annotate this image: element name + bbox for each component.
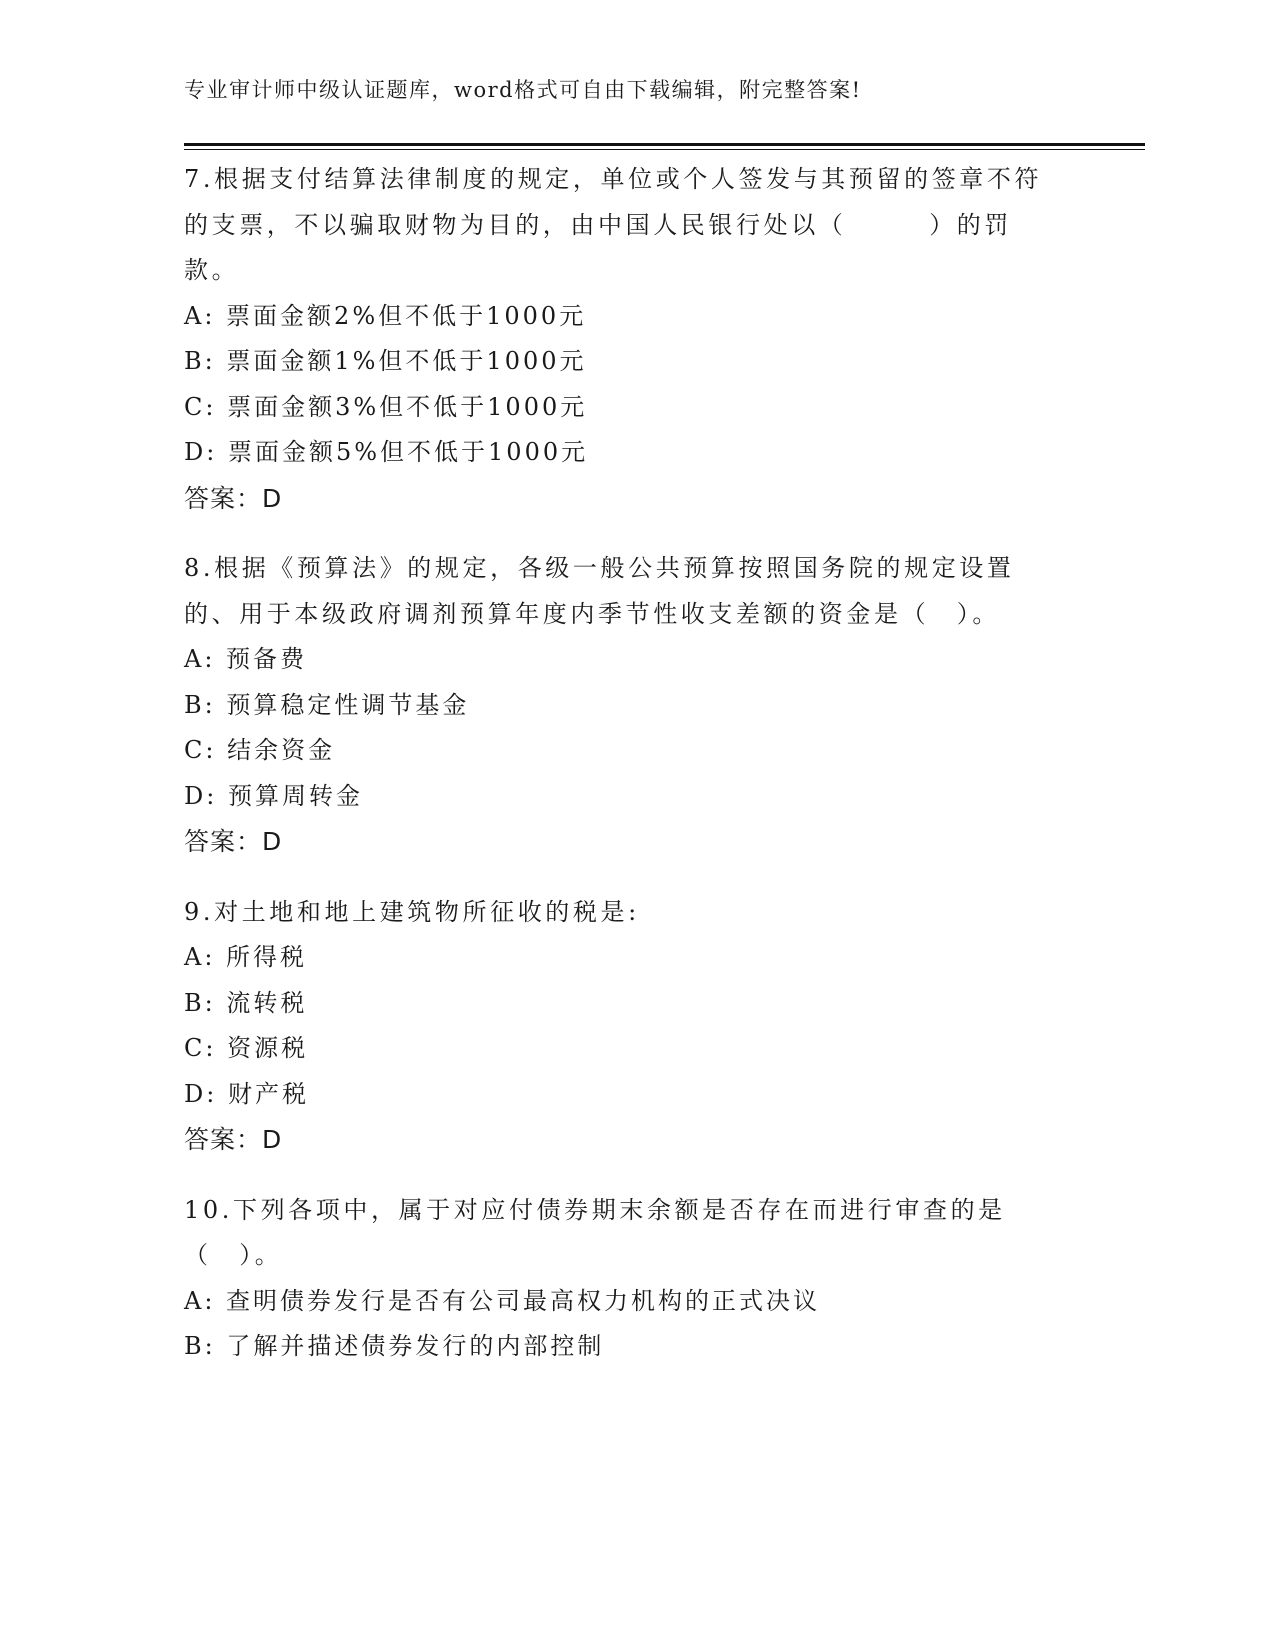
- option-a: A: 查明债券发行是否有公司最高权力机构的正式决议: [184, 1286, 821, 1315]
- option-a: A: 票面金额2%但不低于1000元: [184, 301, 587, 330]
- header-rule-thin: [184, 149, 1145, 150]
- question-stem: 9.对土地和地上建筑物所征收的税是:: [184, 897, 640, 926]
- option-b: B: 预算稳定性调节基金: [184, 690, 470, 719]
- answer: 答案：D: [184, 827, 283, 856]
- option-c: C: 结余资金: [184, 736, 336, 764]
- answer: 答案：D: [184, 483, 283, 513]
- option-b: B: 流转税: [184, 988, 308, 1017]
- option-c: C: 票面金额3%但不低于1000元: [184, 392, 588, 421]
- question-stem: 10.下列各项中，属于对应付债券期末余额是否存在而进行审查的是（ ）。: [184, 1195, 1006, 1269]
- question-stem: 7.根据支付结算法律制度的规定，单位或个人签发与其预留的签章不符的支票，不以骗取财物为目的，由中国人民银行处以（ ）的罚款。: [184, 165, 1043, 284]
- question-7: [184, 157, 1064, 521]
- option-a: A: 预备费: [184, 645, 308, 673]
- question-9: [184, 890, 1064, 1163]
- page-header: 专业审计师中级认证题库，word格式可自由下载编辑，附完整答案!: [184, 78, 862, 102]
- question-list: [184, 157, 1064, 1395]
- question-8: [184, 546, 1064, 865]
- option-b: B: 票面金额1%但不低于1000元: [184, 347, 587, 375]
- option-b: B: 了解并描述债券发行的内部控制: [184, 1332, 605, 1360]
- option-d: D: 财产税: [184, 1079, 309, 1108]
- option-c: C: 资源税: [184, 1034, 309, 1062]
- question-10: [184, 1188, 1064, 1370]
- option-a: A: 所得税: [184, 943, 308, 971]
- option-d: D: 票面金额5%但不低于1000元: [184, 438, 589, 466]
- question-stem: 8.根据《预算法》的规定，各级一般公共预算按照国务院的规定设置的、用于本级政府调剂预算年度内季节性收支差额的资金是（ ）。: [184, 554, 1015, 628]
- answer: 答案：D: [184, 1125, 283, 1154]
- option-d: D: 预算周转金: [184, 781, 363, 810]
- header-rule-thick: [184, 143, 1145, 146]
